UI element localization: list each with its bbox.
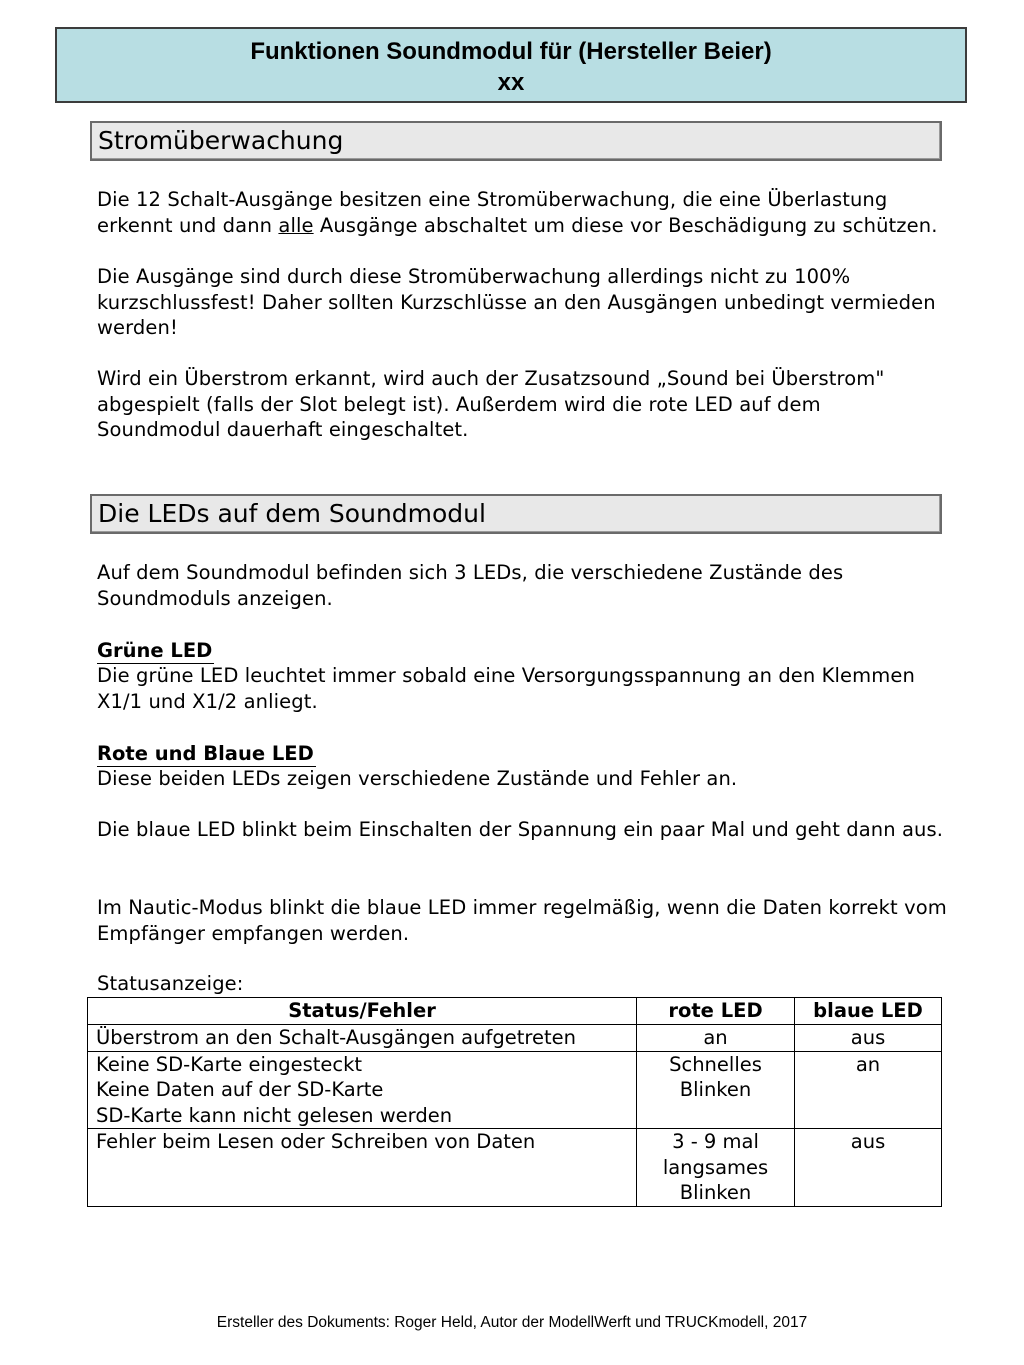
red-led-line: 3 - 9 mal — [672, 1130, 759, 1153]
status-line: Überstrom an den Schalt-Ausgängen aufgetreten — [96, 1026, 576, 1049]
red-led-line: an — [703, 1026, 728, 1049]
section-heading-stromueberwachung: Stromüberwachung — [90, 121, 942, 161]
column-header-status: Status/Fehler — [88, 998, 637, 1025]
red-led-line: Blinken — [679, 1181, 752, 1204]
status-table — [87, 997, 942, 1207]
paragraph-red-blue-led: Diese beiden LEDs zeigen verschiedene Zustände und Fehler an. — [97, 767, 738, 790]
status-line: SD-Karte kann nicht gelesen werden — [96, 1103, 453, 1127]
paragraph-green-led: Die grüne LED leuchtet immer sobald eine Versorgungsspannung an den Klemmen X1/1 und X1/2 anliegt. — [97, 664, 915, 713]
subheading-red-blue-led: Rote und Blaue LED — [97, 742, 314, 765]
paragraph-overload-text-a: Die 12 Schalt-Ausgänge besitzen eine Stromüberwachung, die eine Überlastung erkennt und dann — [97, 188, 888, 237]
table-row — [88, 1025, 942, 1052]
cell-red-led — [637, 1129, 795, 1207]
red-led-line: Blinken — [679, 1078, 752, 1101]
paragraph-overload-text-b: Ausgänge abschaltet um diese vor Beschädigung zu schützen. — [313, 213, 938, 237]
cell-status — [88, 1129, 637, 1207]
table-row — [88, 1051, 942, 1129]
cell-red-led — [637, 1051, 795, 1129]
paragraph-blue-blink: Die blaue LED blinkt beim Einschalten der Spannung ein paar Mal und geht dann aus. — [97, 818, 944, 841]
section-heading-leds: Die LEDs auf dem Soundmodul — [90, 494, 942, 534]
status-line: Keine Daten auf der SD-Karte — [96, 1078, 384, 1101]
status-line: Keine SD-Karte eingesteckt — [96, 1052, 363, 1076]
status-display-label: Statusanzeige: — [97, 972, 244, 995]
cell-blue-led: an — [795, 1051, 942, 1129]
document-title — [55, 27, 967, 103]
status-line: Fehler beim Lesen oder Schreiben von Daten — [96, 1130, 536, 1153]
title-line-1: Funktionen Soundmodul für (Hersteller Beier) — [250, 38, 772, 65]
paragraph-overcurrent-sound: Wird ein Überstrom erkannt, wird auch der Zusatzsound „Sound bei Überstrom" abgespielt (falls der Slot belegt ist). Außerdem wird die rote LED auf dem Soundmodul dauerhaft eingeschaltet. — [97, 367, 885, 441]
table-row — [88, 1129, 942, 1207]
paragraph-nautic-mode: Im Nautic-Modus blinkt die blaue LED immer regelmäßig, wenn die Daten korrekt vom Empfänger empfangen werden. — [97, 896, 947, 945]
paragraph-leds-intro: Auf dem Soundmodul befinden sich 3 LEDs, die verschiedene Zustände des Soundmoduls anzeigen. — [97, 561, 844, 610]
document-footer: Ersteller des Dokuments: Roger Held, Autor der ModellWerft und TRUCKmodell, 2017 — [216, 1314, 808, 1331]
cell-status — [88, 1025, 637, 1052]
red-led-line: langsames — [662, 1155, 769, 1179]
paragraph-short-circuit: Die Ausgänge sind durch diese Stromüberwachung allerdings nicht zu 100% kurzschlussfest! Daher sollten Kurzschlüsse an den Ausgängen unbedingt vermieden werden! — [97, 265, 936, 339]
paragraph-overload — [97, 187, 947, 238]
underlined-word-alle: alle — [278, 213, 314, 237]
cell-status — [88, 1051, 637, 1129]
red-led-line: Schnelles — [669, 1052, 762, 1076]
cell-red-led — [637, 1025, 795, 1052]
column-header-red-led: rote LED — [637, 998, 795, 1025]
title-line-2: xx — [497, 69, 525, 96]
subheading-green-led: Grüne LED — [97, 639, 213, 662]
cell-blue-led: aus — [795, 1129, 942, 1207]
cell-blue-led: aus — [795, 1025, 942, 1052]
column-header-blue-led: blaue LED — [795, 998, 942, 1025]
table-header-row — [88, 998, 942, 1025]
